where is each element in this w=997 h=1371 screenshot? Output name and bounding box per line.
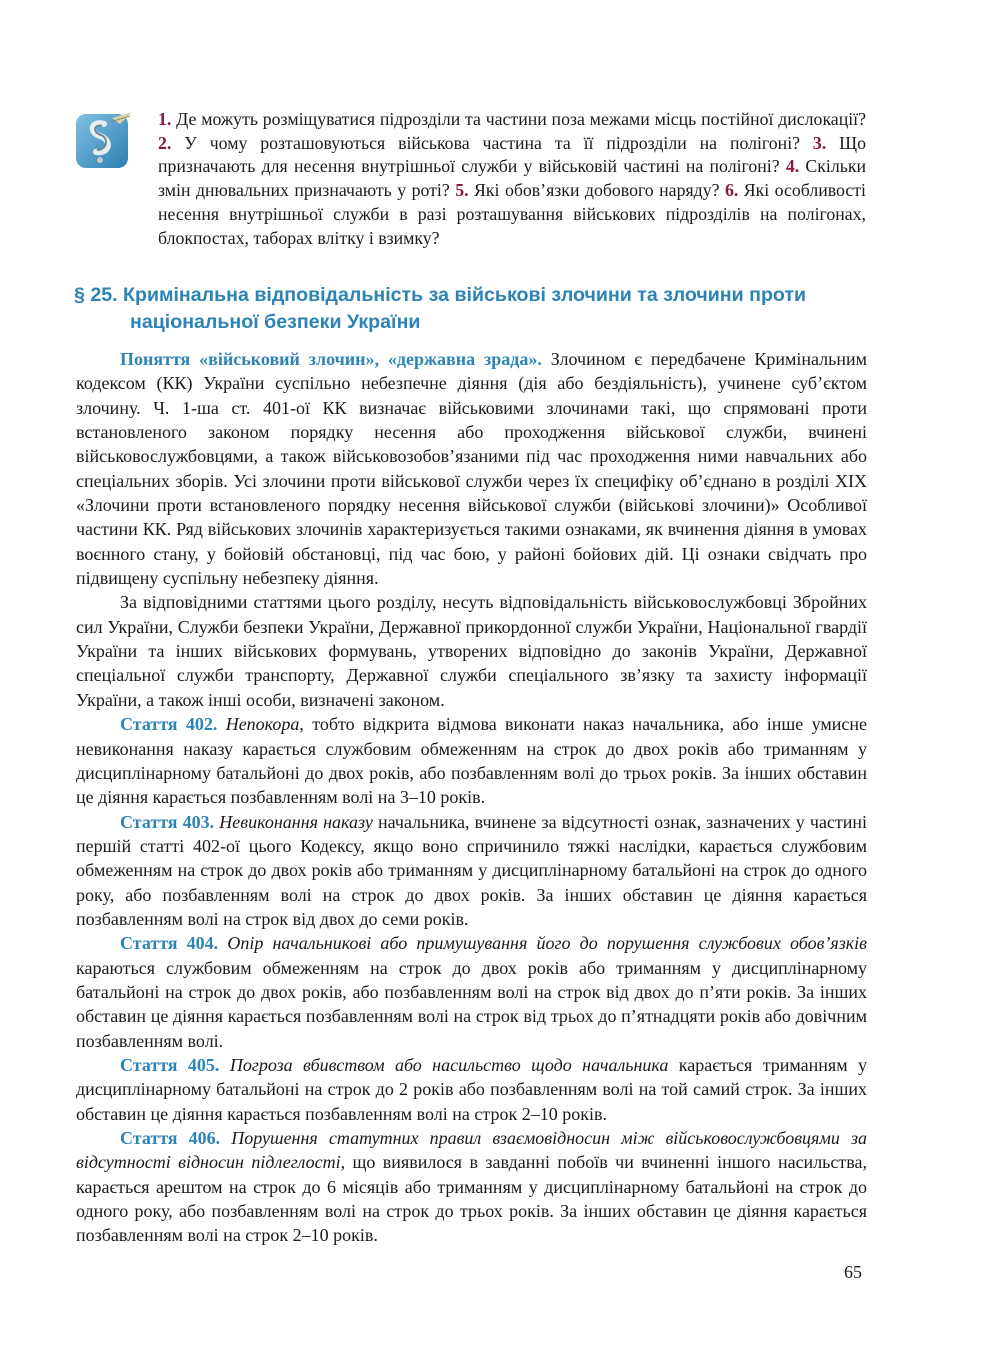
article-text: карається триманням у дисциплінарному батальйоні на строк до 2 років або позбавленням волі на той самий строк. За інших обставин це діяння карається позбавленням волі на строк 2–10 років. <box>76 1054 867 1124</box>
question-number: 1. <box>158 109 172 129</box>
section-body <box>76 347 867 1248</box>
paragraph-text: Злочином є передбачене Кримінальним кодексом (КК) України суспільно небезпечне діяння (дія або бездіяльність), учинене суб’єктом злочину. Ч. 1-ша ст. 401-ої КК визначає військовими злочинами такі, що спрямовані проти встановленого законом порядку несення або проходження військової служби, вчинені військовослужбовцями, а також військовозобов’язаними під час проходження ними навчальних або спеціальних зборів. Усі злочини проти військової служби через їх специфіку об’єднано в розділі XIX «Злочини проти встановленого порядку несення військової служби (військові злочини)» Особливої частини КК. Ряд військових злочинів характеризується такими ознаками, як вчинення діяння в умовах воєнного стану, у бойовій обстановці, під час бою, у районі бойових дій. Ці ознаки свідчать про підвищену суспільну небезпеку діяння. <box>76 349 868 589</box>
article-term: Погроза вбивством або насильство щодо начальника <box>219 1054 669 1075</box>
article-label: Стаття 403. <box>120 811 215 832</box>
question-text: Що призначають для несення внутрішньої служби у військовій частині на полігоні? <box>158 132 866 177</box>
question-text: Скільки змін днювальних призначають у роті? <box>158 156 866 201</box>
paragraph-text: За відповідними статтями цього розділу, несуть відповідальність військовослужбовці Збройних сил України, Служби безпеки України, Державної прикордонної служби України, Національної гвардії України та інших військових формувань, утворених відповідно до законів України, Державної спеціальної служби транспорту, Державної служби спеціального зв’язку та захисту інформації України, а також інші особи, визначені законом. <box>76 592 867 710</box>
section-heading <box>74 282 874 336</box>
question-number: 5. <box>455 180 469 201</box>
section-title-line-1: § 25. Кримінальна відповідальність за військові злочини та злочини проти <box>74 284 807 306</box>
question-text: Які особливості несення внутрішньої служби в разі розташування військових підрозділів на полігонах, блокпостах, таборах влітку і взимку? <box>158 180 866 248</box>
article-406 <box>76 1126 867 1248</box>
section-title-line-2: національної безпеки України <box>130 311 421 333</box>
paragraph-lead: Поняття «військовий злочин», «державна зрада». <box>120 349 542 369</box>
article-text: , що виявилося в завданні побоїв чи вчиненні іншого насильства, карається арештом на строк до 6 місяців або триманням у дисциплінарному батальйоні на строк до одного року, або позбавленням волі на строк до трьох років. За інших обставин це діяння карається позбавленням волі на строк 2–10 років. <box>76 1152 867 1246</box>
question-text: Які обов’язки добового наряду? <box>468 180 725 201</box>
article-402 <box>76 712 867 809</box>
question-number: 2. <box>158 132 172 153</box>
article-term: Порушення статутних правил взаємовідносин між військовослужбовцями за відсутності відносин підлеглості <box>76 1128 868 1173</box>
article-403 <box>76 810 867 932</box>
article-term: Невиконання наказу <box>214 811 373 832</box>
paragraph-concepts <box>76 347 867 590</box>
question-number: 6. <box>724 180 739 201</box>
article-404 <box>76 931 867 1053</box>
article-405 <box>76 1053 867 1126</box>
article-term: Опір начальникові або примушування його до порушення службових обов’язків <box>218 933 867 954</box>
article-term: Непокора <box>217 714 300 735</box>
question-number: 3. <box>812 132 827 153</box>
article-label: Стаття 404. <box>120 933 219 954</box>
page-number: 65 <box>844 1262 862 1282</box>
article-label: Стаття 402. <box>120 714 218 735</box>
questions-icon <box>74 110 136 170</box>
question-text: Де можуть розміщуватися підрозділи та частини поза межами місць постійної дислокації? <box>171 109 866 129</box>
article-text: начальника, вчинене за відсутності ознак, зазначених у частині першій статті 402-ої цього Кодексу, якщо воно спричинило тяжкі наслідки, карається службовим обмеженням на строк до двох років або триманням у дисциплінарному батальйоні на строк до одного року, або позбавленням волі на строк до двох років. За інших обставин це діяння карається позбавленням волі на строк від двох до семи років. <box>76 811 868 929</box>
question-number: 4. <box>785 156 800 177</box>
review-questions <box>158 108 866 250</box>
article-label: Стаття 406. <box>120 1128 221 1148</box>
question-text: У чому розташовуються військова частина та її підрозділи на полігоні? <box>171 132 813 153</box>
article-label: Стаття 405. <box>120 1054 220 1075</box>
paragraph-responsibility <box>76 590 867 712</box>
article-text: караються службовим обмеженням на строк до двох років або триманням у дисциплінарному батальйоні на строк до двох років, або позбавленням волі на строк від двох до п’яти років. За інших обставин це діяння карається позбавленням волі на строк від трьох до п’ятнадцяти років або довічним позбавленням волі. <box>76 957 867 1051</box>
article-text: , тобто відкрита відмова виконати наказ начальника, або інше умисне невиконання наказу карається службовим обмеженням на строк до двох років або триманням у дисциплінарному батальйоні до двох років, або позбавленням волі до трьох років. За інших обставин це діяння карається позбавленням волі на 3–10 років. <box>76 714 867 808</box>
